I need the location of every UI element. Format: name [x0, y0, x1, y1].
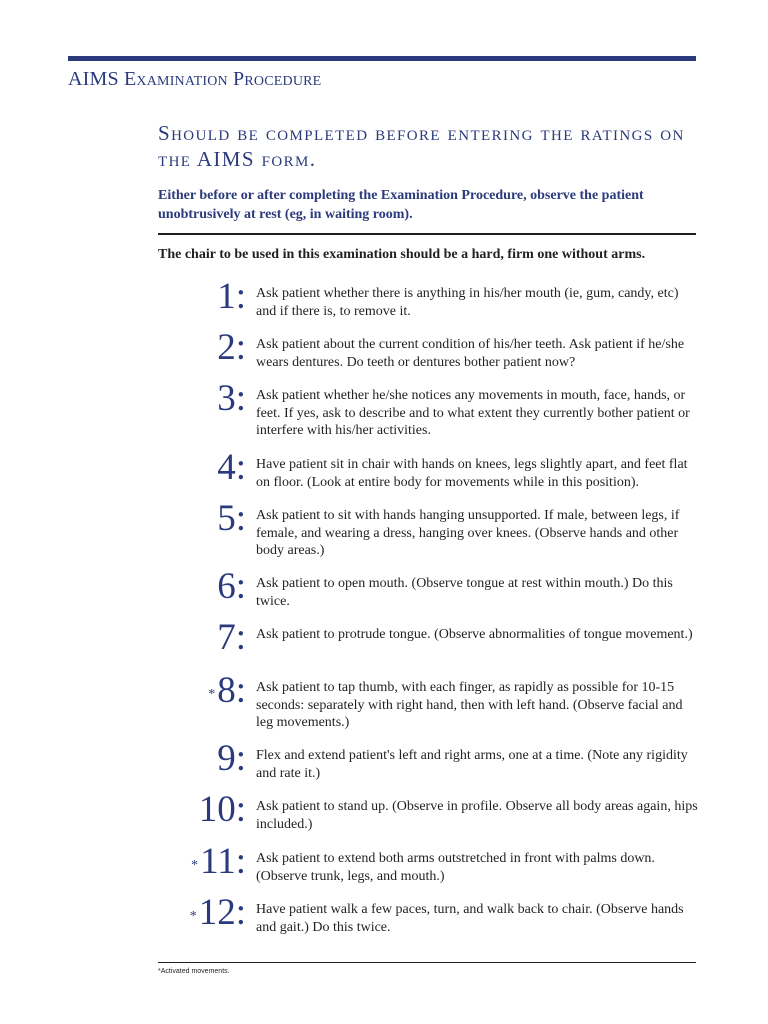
activated-asterisk: *: [208, 687, 216, 702]
step-number-label: 12:: [198, 892, 246, 933]
step-instruction: Have patient walk a few paces, turn, and walk back to chair. (Observe hands and gait.) Do this twice.: [256, 902, 684, 935]
step-instruction: Ask patient about the current condition of his/her teeth. Ask patient if he/she wears dentures. Do teeth or dentures bother patient now?: [256, 337, 685, 370]
activated-asterisk: *: [189, 909, 197, 924]
step-number: [215, 739, 246, 779]
step-instruction: Ask patient whether there is anything in his/her mouth (ie, gum, candy, etc) and if there is, to remove it.: [256, 286, 679, 319]
top-rule: [68, 56, 696, 61]
step-instruction: Ask patient to open mouth. (Observe tongue at rest within mouth.) Do this twice.: [256, 576, 673, 609]
footnote: *Activated movements.: [158, 968, 230, 975]
step-number: [215, 448, 246, 488]
step-instruction: Ask patient to tap thumb, with each finger, as rapidly as possible for 10-15 seconds: separately with right hand, then with left hand. (Observe facial and leg movements.): [256, 680, 683, 730]
step-number-label: 3:: [217, 378, 246, 419]
document-title: AIMS Examination Procedure: [68, 68, 322, 90]
section-divider: [158, 233, 696, 235]
step-instruction: Have patient sit in chair with hands on knees, legs slightly apart, and feet flat on floor. (Look at entire body for movements while in this position).: [256, 457, 688, 490]
step-number-label: 11:: [200, 841, 246, 882]
step-number-label: 6:: [217, 566, 246, 607]
step-number: [215, 328, 246, 368]
footnote-divider: [158, 962, 696, 963]
step-number-label: 2:: [217, 327, 246, 368]
step-number: [208, 671, 246, 711]
chair-note: The chair to be used in this examination should be a hard, firm one without arms.: [158, 247, 646, 262]
activated-asterisk: *: [191, 858, 199, 873]
step-number-label: 5:: [217, 498, 246, 539]
step-number-label: 9:: [217, 738, 246, 779]
step-number: [215, 277, 246, 317]
step-instruction: Ask patient to sit with hands hanging unsupported. If male, between legs, if female, and wearing a dress, hanging over knees. (Observe hands and other body areas.): [256, 508, 680, 558]
step-number: [215, 379, 246, 419]
step-instruction: Ask patient to extend both arms outstretched in front with palms down. (Observe trunk, legs, and mouth.): [256, 851, 655, 884]
intro-text: Either before or after completing the Examination Procedure, observe the patient unobtrusively at rest (eg, in waiting room).: [158, 188, 644, 222]
step-number: [190, 893, 246, 933]
step-number-label: 4:: [217, 447, 246, 488]
step-number-label: 8:: [217, 670, 246, 711]
step-number-label: 7:: [217, 617, 246, 658]
step-number: [191, 842, 246, 882]
step-number: [215, 567, 246, 607]
step-instruction: Flex and extend patient's left and right arms, one at a time. (Note any rigidity and rate it.): [256, 748, 688, 781]
step-instruction: Ask patient to protrude tongue. (Observe abnormalities of tongue movement.): [256, 627, 693, 642]
step-instruction: Ask patient whether he/she notices any movements in mouth, face, hands, or feet. If yes, ask to describe and to what extent they currently bother patient or interfere with his/her activities.: [256, 388, 690, 438]
step-number-label: 10:: [198, 789, 246, 830]
step-number-label: 1:: [217, 276, 246, 317]
step-number: [215, 618, 246, 658]
step-number: [197, 790, 246, 830]
step-number: [215, 499, 246, 539]
subtitle: Should be completed before entering the ratings on the AIMS form.: [158, 121, 685, 171]
step-instruction: Ask patient to stand up. (Observe in profile. Observe all body areas again, hips included.): [256, 799, 698, 832]
